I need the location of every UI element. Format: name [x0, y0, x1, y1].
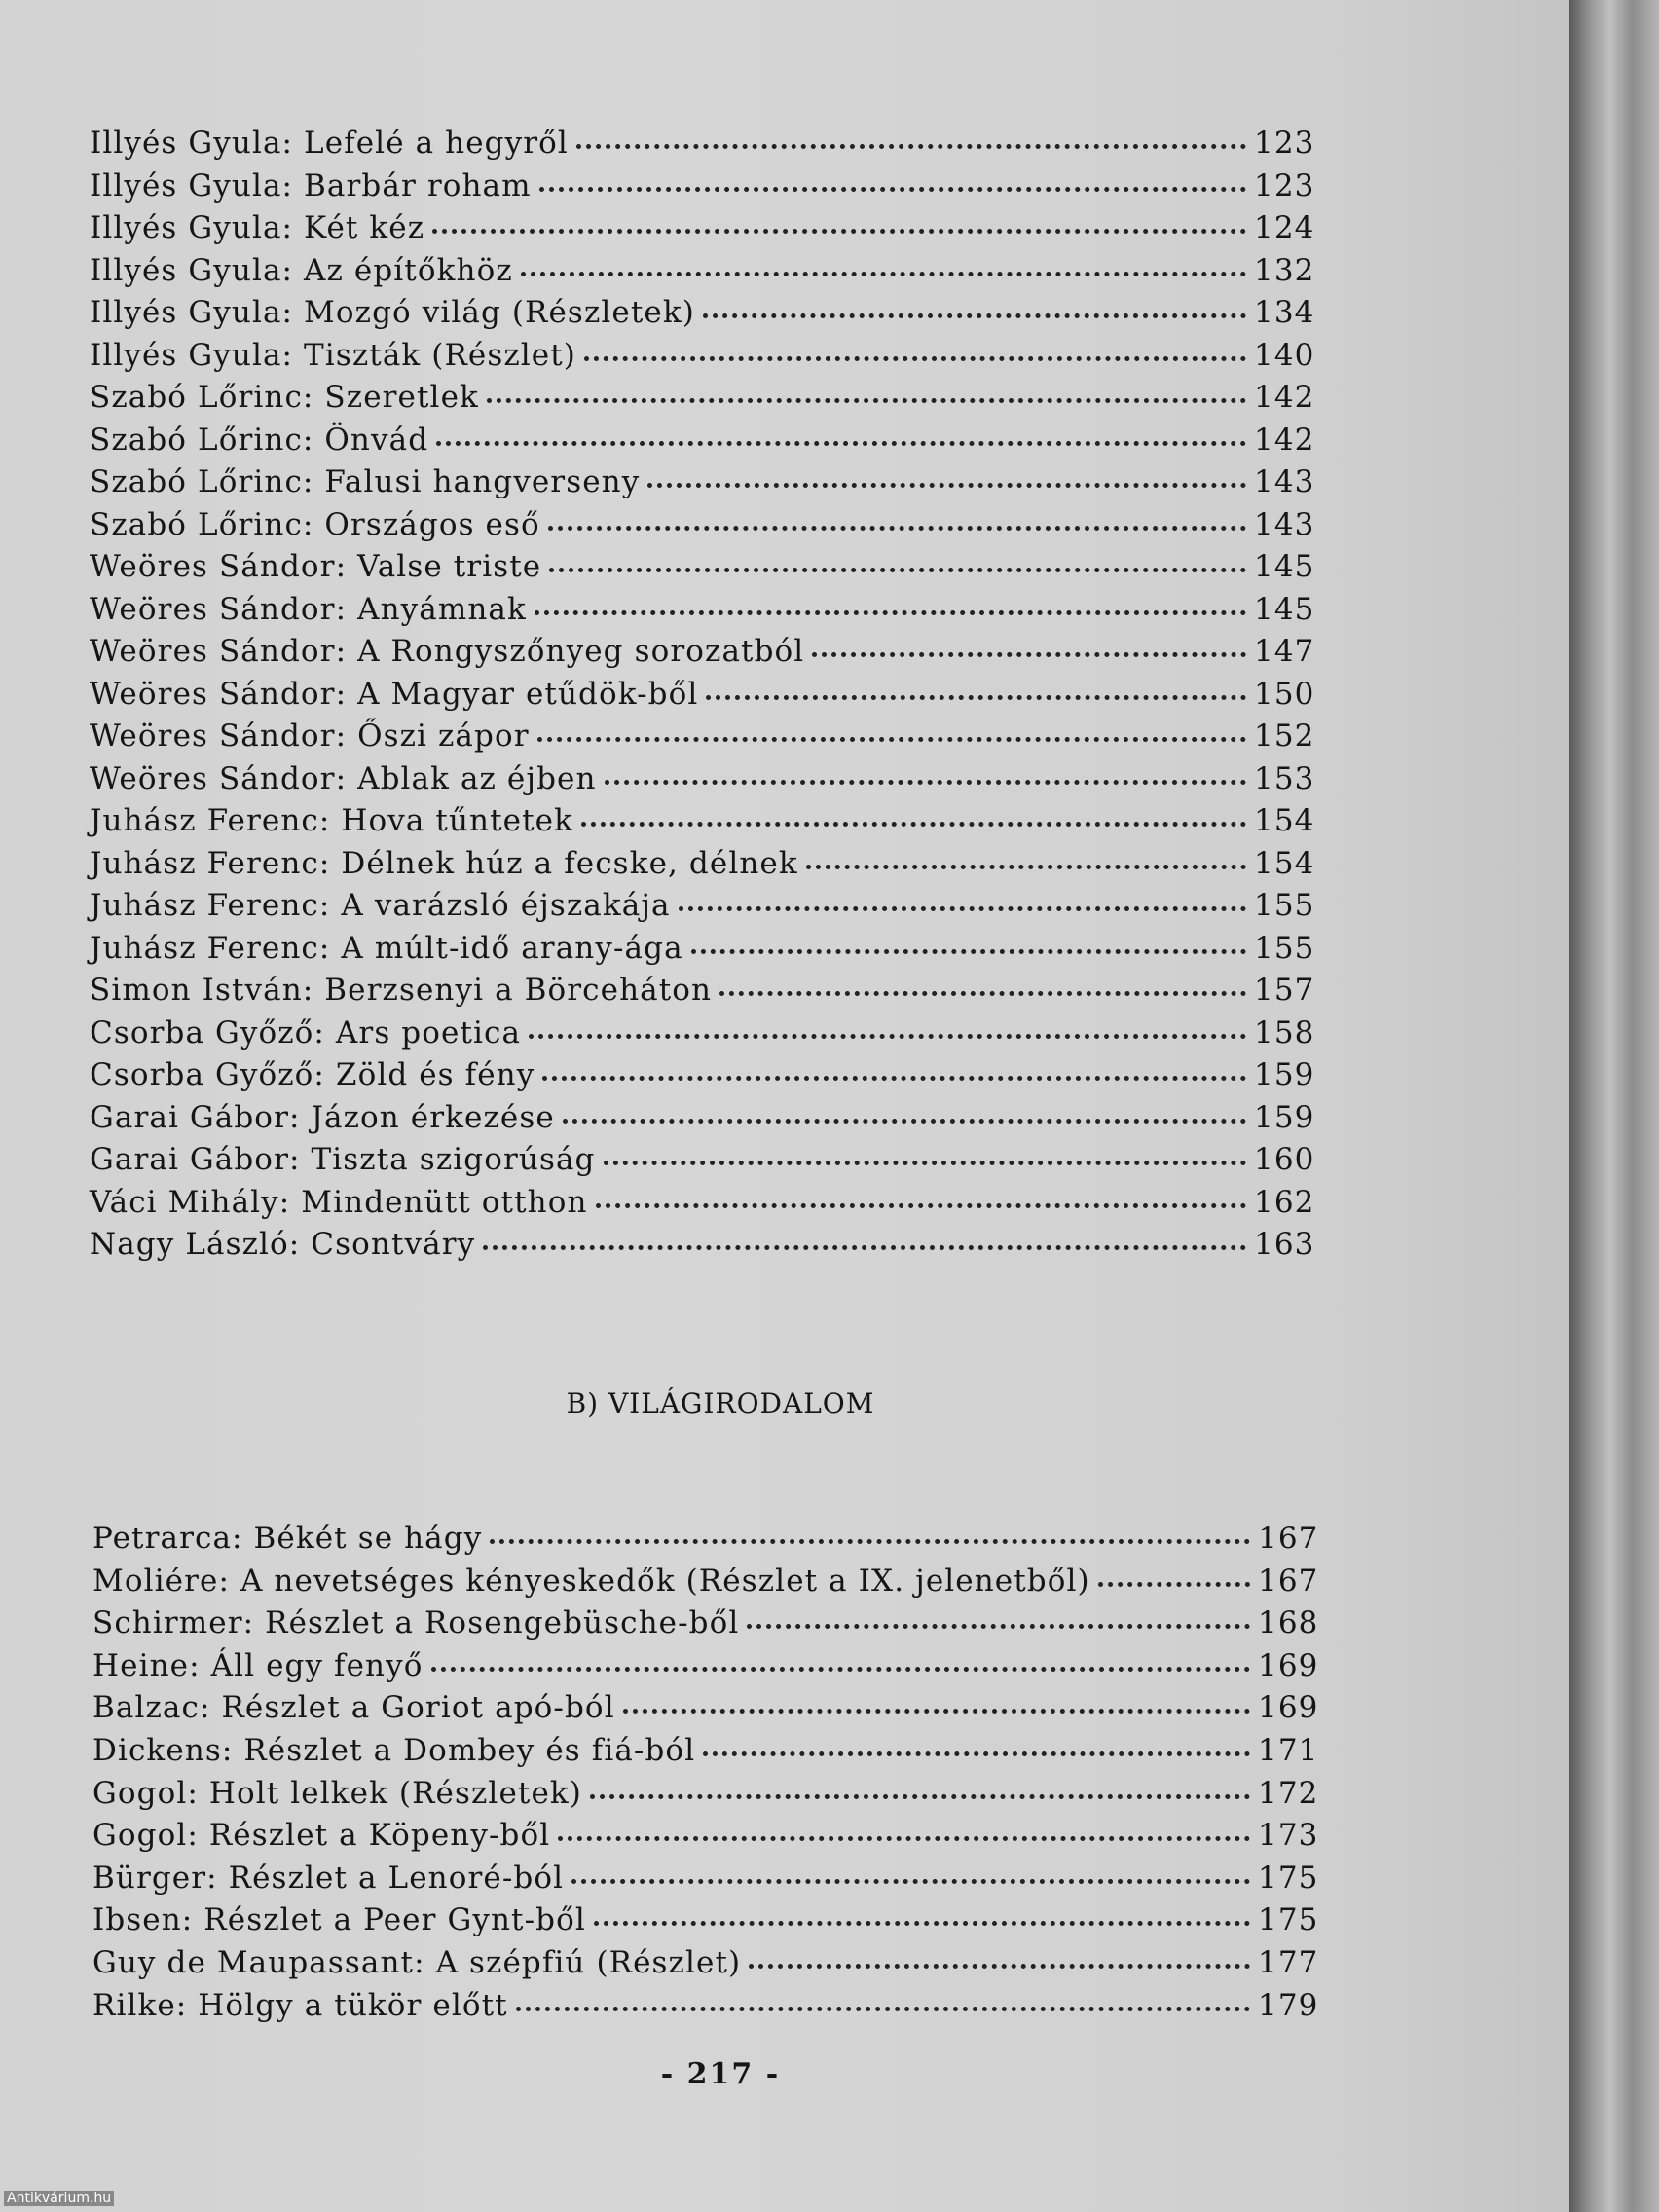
- toc-entry-title: Petrarca: Békét se hágy: [92, 1521, 483, 1556]
- toc-entry: [90, 421, 1316, 460]
- toc-entry: [90, 1055, 1316, 1094]
- toc-entry-title: Gogol: Holt lelkek (Részletek): [92, 1775, 582, 1811]
- toc-entry-title: Guy de Maupassant: A szépfiú (Részlet): [92, 1945, 742, 1980]
- toc-entry-title: Illyés Gyula: Lefelé a hegyről: [90, 126, 569, 161]
- toc-entry: [92, 1688, 1320, 1727]
- toc-entry-title: Weöres Sándor: A Rongyszőnyeg sorozatból: [90, 634, 805, 669]
- dot-leader: [539, 187, 1246, 192]
- dot-leader: [647, 483, 1246, 488]
- toc-entry: [92, 1774, 1320, 1813]
- dot-leader: [581, 822, 1246, 827]
- dot-leader: [576, 144, 1246, 149]
- dot-leader: [596, 1203, 1246, 1208]
- page-number: - 217 -: [660, 2057, 781, 2091]
- toc-entry-page: 155: [1254, 930, 1315, 966]
- toc-entry: [92, 1859, 1320, 1898]
- toc-entry-page: 175: [1258, 1860, 1319, 1896]
- toc-entry-page: 175: [1258, 1902, 1319, 1938]
- toc-entry-page: 163: [1254, 1227, 1315, 1262]
- toc-entry-page: 179: [1258, 1987, 1319, 2023]
- dot-leader: [594, 1921, 1250, 1926]
- dot-leader: [719, 991, 1246, 996]
- toc-entry-title: Garai Gábor: Jázon érkezése: [90, 1099, 555, 1135]
- toc-entry: [90, 208, 1316, 247]
- watermark: Antikvárium.hu: [4, 2191, 114, 2206]
- dot-leader: [571, 1879, 1250, 1884]
- toc-entry-title: Gogol: Részlet a Köpeny-ből: [92, 1818, 551, 1854]
- toc-entry: [90, 124, 1316, 163]
- toc-entry-page: 142: [1254, 422, 1315, 458]
- dot-leader: [604, 1161, 1247, 1165]
- toc-entry-page: 157: [1254, 973, 1315, 1008]
- toc-entry-page: 123: [1254, 167, 1315, 203]
- toc-entry-page: 147: [1254, 634, 1315, 669]
- dot-leader: [1098, 1582, 1250, 1587]
- toc-entry-page: 143: [1254, 464, 1315, 499]
- dot-leader: [563, 1119, 1246, 1124]
- toc-entry-page: 145: [1254, 549, 1315, 584]
- toc-entry: [90, 166, 1316, 205]
- dot-leader: [812, 652, 1246, 657]
- dot-leader: [706, 695, 1246, 700]
- toc-entry-title: Illyés Gyula: Két kéz: [90, 210, 425, 245]
- toc-entry: [90, 929, 1316, 968]
- toc-entry: [90, 632, 1316, 671]
- toc-entry-page: 167: [1258, 1563, 1319, 1599]
- toc-entry-page: 155: [1254, 888, 1315, 923]
- toc-entry-title: Juhász Ferenc: A varázsló éjszakája: [90, 888, 671, 923]
- toc-entry-page: 160: [1254, 1142, 1315, 1177]
- toc-entry-page: 123: [1254, 126, 1315, 161]
- toc-entry-page: 132: [1254, 252, 1315, 288]
- toc-entry-title: Moliére: A nevetséges kényeskedők (Részlet a IX. jelenetből): [92, 1563, 1090, 1599]
- dot-leader: [529, 1034, 1246, 1039]
- toc-entry-title: Weöres Sándor: Anyámnak: [90, 591, 527, 627]
- toc-entry-page: 172: [1258, 1775, 1319, 1811]
- book-spine: [1569, 0, 1659, 2212]
- toc-entry-title: Rilke: Hölgy a tükör előtt: [92, 1987, 508, 2023]
- toc-entry-page: 152: [1254, 719, 1315, 754]
- toc-entry-page: 143: [1254, 506, 1315, 542]
- toc-entry: [90, 378, 1316, 417]
- dot-leader: [548, 526, 1246, 531]
- dot-leader: [605, 780, 1246, 785]
- dot-leader: [535, 610, 1246, 615]
- toc-entry-title: Juhász Ferenc: Délnek húz a fecske, délnek: [90, 845, 798, 881]
- toc-entry-title: Weöres Sándor: Őszi zápor: [90, 719, 530, 754]
- toc-entry: [90, 1098, 1316, 1137]
- dot-leader: [584, 356, 1246, 361]
- dot-leader: [521, 272, 1246, 276]
- toc-entry-page: 158: [1254, 1014, 1315, 1051]
- toc-entry: [92, 1900, 1320, 1939]
- toc-entry: [90, 251, 1316, 290]
- toc-entry-title: Balzac: Részlet a Goriot apó-ból: [92, 1690, 615, 1726]
- toc-entry: [92, 1519, 1320, 1558]
- dot-leader: [431, 1667, 1251, 1672]
- toc-entry: [90, 1140, 1316, 1179]
- dot-leader: [516, 2007, 1250, 2011]
- toc-entry: [90, 293, 1316, 332]
- toc-entry-title: Bürger: Részlet a Lenoré-ból: [92, 1860, 565, 1896]
- dot-leader: [703, 1751, 1250, 1756]
- toc-entry-page: 168: [1258, 1605, 1319, 1641]
- toc-entry-page: 150: [1254, 676, 1315, 712]
- dot-leader: [558, 1836, 1250, 1841]
- toc-entry-title: Illyés Gyula: Barbár roham: [90, 167, 532, 203]
- toc-entry-title: Schirmer: Részlet a Rosengebüsche-ből: [92, 1605, 740, 1641]
- toc-entry-title: Szabó Lőrinc: Szeretlek: [90, 380, 479, 415]
- toc-entry-title: Weöres Sándor: A Magyar etűdök-ből: [90, 676, 699, 712]
- toc-entry-page: 145: [1254, 591, 1315, 627]
- dot-leader: [487, 398, 1246, 403]
- dot-leader: [537, 737, 1246, 742]
- toc-entry: [90, 462, 1316, 501]
- dot-leader: [806, 865, 1246, 869]
- toc-entry-title: Heine: Áll egy fenyő: [92, 1647, 424, 1683]
- toc-entry: [90, 547, 1316, 586]
- toc-entry: [92, 1562, 1320, 1601]
- toc-entry: [90, 1183, 1316, 1222]
- toc-entry-title: Nagy László: Csontváry: [90, 1227, 476, 1262]
- dot-leader: [542, 1076, 1246, 1081]
- toc-entry-page: 167: [1258, 1521, 1319, 1556]
- dot-leader: [691, 949, 1246, 954]
- toc-entry-title: Szabó Lőrinc: Országos eső: [90, 506, 540, 542]
- toc-entry-page: 159: [1254, 1057, 1315, 1092]
- toc-entry-title: Dickens: Részlet a Dombey és fiá-ból: [92, 1733, 696, 1768]
- dot-leader: [432, 229, 1246, 234]
- toc-entry: [92, 1646, 1320, 1685]
- dot-leader: [590, 1794, 1250, 1799]
- dot-leader: [436, 441, 1246, 446]
- toc-entry: [92, 1986, 1320, 2025]
- toc-entry-title: Ibsen: Részlet a Peer Gynt-ből: [92, 1902, 586, 1938]
- toc-entry-page: 154: [1254, 845, 1315, 881]
- toc-entry-title: Simon István: Berzsenyi a Börceháton: [90, 973, 713, 1008]
- toc-entry-page: 162: [1254, 1184, 1315, 1220]
- toc-entry-title: Illyés Gyula: Tiszták (Részlet): [90, 337, 576, 373]
- toc-entry-title: Szabó Lőrinc: Önvád: [90, 422, 429, 458]
- toc-entry-title: Illyés Gyula: Az építőkhöz: [90, 252, 513, 288]
- toc-entry: [92, 1731, 1320, 1770]
- toc-entry-page: 124: [1254, 210, 1315, 245]
- toc-entry: [90, 759, 1316, 798]
- toc-entry-title: Garai Gábor: Tiszta szigorúság: [90, 1142, 596, 1177]
- toc-entry: [90, 844, 1316, 883]
- toc-entry-page: 169: [1258, 1690, 1319, 1726]
- toc-entry-page: 140: [1254, 337, 1315, 373]
- toc-entry-title: Csorba Győző: Zöld és fény: [90, 1057, 535, 1092]
- toc-entry-page: 153: [1254, 760, 1315, 796]
- toc-entry-title: Csorba Győző: Ars poetica: [90, 1014, 522, 1051]
- toc-entry: [90, 717, 1316, 756]
- toc-entry-title: Illyés Gyula: Mozgó világ (Részletek): [90, 295, 695, 330]
- toc-entry-page: 171: [1258, 1733, 1319, 1768]
- toc-entry-page: 134: [1254, 295, 1315, 330]
- dot-leader: [703, 313, 1246, 318]
- dot-leader: [623, 1709, 1250, 1714]
- dot-leader: [747, 1624, 1250, 1629]
- toc-entry-page: 177: [1258, 1945, 1319, 1980]
- toc-entry: [92, 1816, 1320, 1855]
- toc-entry-page: 159: [1254, 1099, 1315, 1135]
- toc-entry: [90, 971, 1316, 1010]
- dot-leader: [679, 906, 1246, 911]
- toc-entry-title: Váci Mihály: Mindenütt otthon: [90, 1184, 588, 1220]
- toc-entry: [90, 590, 1316, 629]
- toc-entry: [92, 1943, 1320, 1982]
- dot-leader: [483, 1245, 1246, 1250]
- toc-entry: [90, 886, 1316, 925]
- toc-entry: [90, 336, 1316, 375]
- toc-entry-page: 173: [1258, 1818, 1319, 1854]
- toc-entry: [90, 505, 1316, 544]
- dot-leader: [549, 568, 1246, 572]
- toc-entry: [90, 801, 1316, 840]
- toc-entry: [92, 1604, 1320, 1642]
- toc-entry: [90, 1225, 1316, 1264]
- toc-entry-page: 169: [1258, 1647, 1319, 1683]
- dot-leader: [490, 1539, 1250, 1544]
- toc-entry-title: Weöres Sándor: Valse triste: [90, 549, 542, 584]
- toc-entry-title: Weöres Sándor: Ablak az éjben: [90, 760, 597, 796]
- toc-entry-title: Juhász Ferenc: A múlt-idő arany-ága: [90, 930, 683, 966]
- toc-entry-title: Juhász Ferenc: Hova tűntetek: [90, 803, 574, 838]
- toc-entry-page: 154: [1254, 803, 1315, 838]
- dot-leader: [749, 1964, 1250, 1969]
- toc-entry: [90, 675, 1316, 714]
- toc-entry-title: Szabó Lőrinc: Falusi hangverseny: [90, 464, 641, 499]
- toc-entry-page: 142: [1254, 380, 1315, 415]
- toc-entry: [90, 1014, 1316, 1052]
- section-b-heading: B) VILÁGIRODALOM: [566, 1387, 875, 1419]
